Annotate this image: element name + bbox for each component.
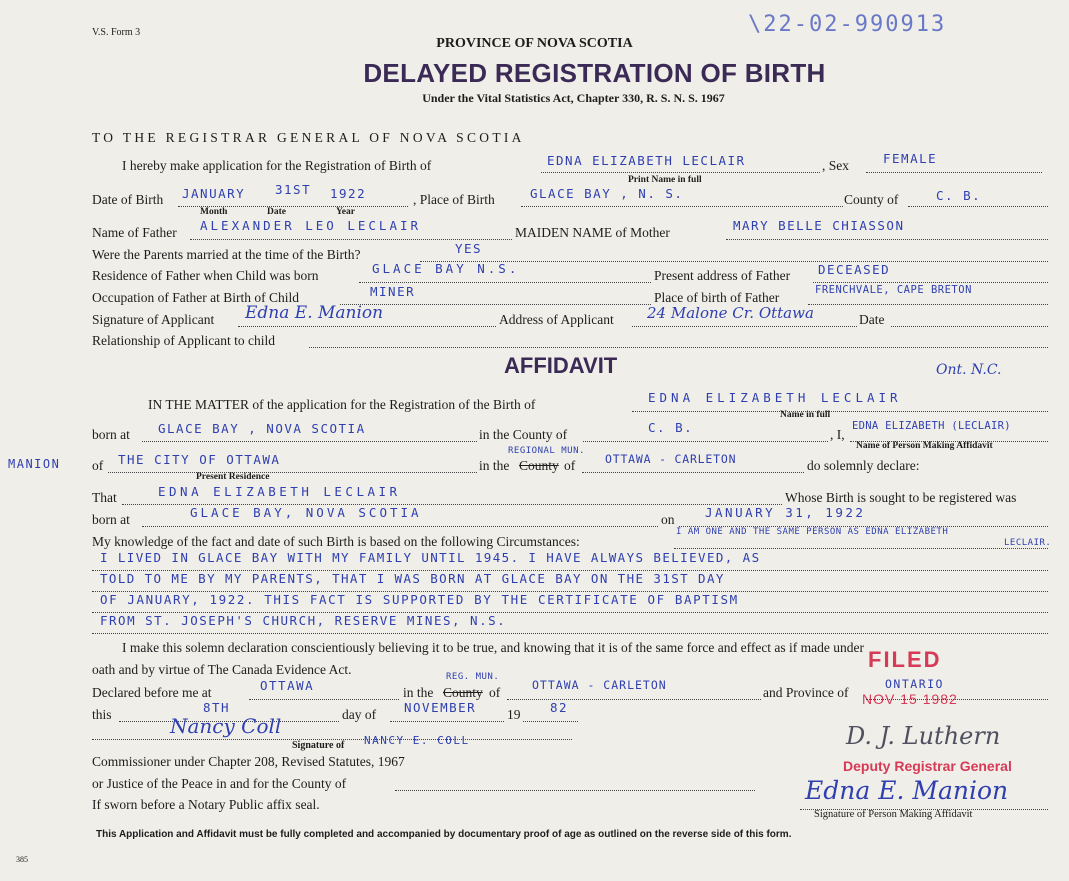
whose-birth-label: Whose Birth is sought to be registered was (785, 490, 1017, 505)
filed-date-stamp: NOV 15 1982 (862, 691, 958, 707)
county-value[interactable]: C. B. (936, 188, 982, 203)
circumstance-line[interactable]: OF JANUARY, 1922. THIS FACT IS SUPPORTED BY THE CERTIFICATE OF BAPTISM (100, 592, 739, 607)
day-value[interactable]: 8TH (203, 700, 231, 715)
county2-value[interactable]: OTTAWA - CARLETON (605, 452, 737, 466)
sig-of-value[interactable]: NANCY E. COLL (364, 734, 470, 747)
aff-county-value[interactable]: C. B. (648, 420, 694, 435)
born-at2-label: born at (92, 512, 130, 527)
on-label: on (661, 512, 675, 527)
residence-value[interactable]: THE CITY OF OTTAWA (118, 452, 281, 467)
declared-at-value[interactable]: OTTAWA (260, 678, 315, 693)
province-label: and Province of (763, 685, 849, 700)
pob-label: , Place of Birth (413, 192, 495, 207)
of-word: of (564, 458, 576, 473)
addr-applicant-value[interactable]: 24 Malone Cr. Ottawa (647, 304, 814, 322)
month-value[interactable]: NOVEMBER (404, 700, 477, 715)
year-value[interactable]: 82 (550, 700, 569, 715)
commissioner-label: Commissioner under Chapter 208, Revised Statutes, 1967 (92, 754, 405, 769)
date-label: Date (267, 207, 286, 217)
year-label: Year (336, 207, 355, 217)
pob-father-label: Place of birth of Father (654, 290, 780, 305)
circumstance-line[interactable]: FROM ST. JOSEPH'S CHURCH, RESERVE MINES, N.S. (100, 613, 507, 628)
child-name-value[interactable]: EDNA ELIZABETH LECLAIR (547, 153, 746, 168)
manion-margin: MANION (8, 457, 61, 471)
born-at-value[interactable]: GLACE BAY , NOVA SCOTIA (158, 421, 366, 436)
margin-note: Ont. N.C. (936, 362, 1002, 378)
form-code: 385 (16, 855, 28, 864)
born-at2-value[interactable]: GLACE BAY, NOVA SCOTIA (190, 505, 422, 520)
notary-label: If sworn before a Notary Public affix seal. (92, 797, 320, 812)
county-word-struck: County (519, 458, 559, 473)
to-registrar: TO THE REGISTRAR GENERAL OF NOVA SCOTIA (92, 130, 525, 145)
dob-year-value[interactable]: 1922 (330, 186, 367, 201)
intro-label: I hereby make application for the Registration of Birth of (122, 158, 432, 173)
page-title: DELAYED REGISTRATION OF BIRTH (363, 58, 826, 88)
this-label: this (92, 707, 112, 722)
reference-number: \22-02-990913 (748, 12, 947, 37)
circ-note-2: LECLAIR. (1004, 538, 1052, 548)
pob-father-value[interactable]: FRENCHVALE, CAPE BRETON (815, 284, 972, 296)
married-value[interactable]: YES (455, 241, 483, 256)
present-addr-label: Present address of Father (654, 268, 791, 283)
residence-label: Present Residence (196, 472, 270, 482)
footer-note: This Application and Affidavit must be fully completed and accompanied by documentary proof of age as outlined on the reverse side of this form. (96, 829, 792, 840)
on-date-value[interactable]: JANUARY 31, 1922 (705, 505, 866, 520)
declare-label: do solemnly declare: (807, 458, 920, 473)
sig-applicant-value[interactable]: Edna E. Manion (245, 303, 384, 323)
month-label: Month (200, 207, 228, 217)
print-name-label: Print Name in full (628, 175, 702, 185)
father-label: Name of Father (92, 225, 177, 240)
that-label: That (92, 490, 117, 505)
sig-of-label: Signature of (292, 740, 345, 751)
deputy-registrar-label: Deputy Registrar General (843, 758, 1012, 774)
person-value[interactable]: EDNA ELIZABETH (LECLAIR) (852, 420, 1011, 432)
relationship-label: Relationship of Applicant to child (92, 333, 275, 348)
form-number: V.S. Form 3 (92, 27, 141, 38)
county-label: County of (844, 192, 899, 207)
dob-day-value[interactable]: 31ST (275, 182, 312, 197)
present-addr-value[interactable]: DECEASED (818, 262, 891, 277)
day-of-label: day of (342, 707, 377, 722)
in-the-label-2: in the (403, 685, 434, 700)
circumstance-line[interactable]: TOLD TO ME BY MY PARENTS, THAT I WAS BORN AT GLACE BAY ON THE 31ST DAY (100, 571, 725, 586)
solemn-line-2: oath and by virtue of The Canada Evidence Act. (92, 662, 352, 677)
commissioner-signature: Nancy Coll (170, 714, 282, 738)
sex-value[interactable]: FEMALE (883, 151, 938, 166)
circumstance-line[interactable]: I LIVED IN GLACE BAY WITH MY FAMILY UNTIL 1945. I HAVE ALWAYS BELIEVED, AS (100, 550, 761, 565)
aff-child-name[interactable]: EDNA ELIZABETH LECLAIR (648, 390, 902, 405)
affidavit-heading: AFFIDAVIT (504, 353, 618, 378)
sig-applicant-label: Signature of Applicant (92, 312, 215, 327)
justice-label: or Justice of the Peace in and for the County of (92, 776, 347, 791)
aff-county-label: in the County of (479, 427, 568, 442)
dob-month-value[interactable]: JANUARY (182, 186, 246, 201)
occupation-value[interactable]: MINER (370, 284, 416, 299)
reg-mun-note: REG. MUN. (446, 672, 500, 682)
in-matter-label: IN THE MATTER of the application for the Registration of the Birth of (148, 397, 536, 412)
deputy-signature: D. J. Luthern (846, 722, 1001, 750)
mother-value[interactable]: MARY BELLE CHIASSON (733, 218, 905, 233)
of-word-2: of (489, 685, 501, 700)
circ-note-1: I AM ONE AND THE SAME PERSON AS EDNA ELIZABETH (676, 527, 949, 537)
subtitle: Under the Vital Statistics Act, Chapter 330, R. S. N. S. 1967 (422, 91, 725, 105)
county3-value[interactable]: OTTAWA - CARLETON (532, 678, 667, 692)
that-name-value[interactable]: EDNA ELIZABETH LECLAIR (158, 484, 401, 499)
maiden-label: MAIDEN NAME of Mother (515, 225, 670, 240)
affiant-signature: Edna E. Manion (805, 776, 1009, 805)
solemn-line-1: I make this solemn declaration conscientiously believing it to be true, and knowing that it is of the same force and effect as if made under (122, 640, 865, 655)
i-label: , I, (830, 427, 845, 442)
year-prefix: 19 (507, 707, 521, 722)
regional-note: REGIONAL MUN. (508, 446, 585, 456)
in-the-label: in the (479, 458, 510, 473)
res-father-label: Residence of Father when Child was born (92, 268, 319, 283)
sex-label: , Sex (822, 158, 849, 173)
name-full-label: Name in full (780, 410, 831, 420)
dob-label: Date of Birth (92, 192, 164, 207)
occupation-label: Occupation of Father at Birth of Child (92, 290, 299, 305)
declared-label: Declared before me at (92, 685, 212, 700)
date-field-label: Date (859, 312, 885, 327)
addr-applicant-label: Address of Applicant (499, 312, 614, 327)
pob-value[interactable]: GLACE BAY , N. S. (530, 186, 684, 201)
person-label: Name of Person Making Affidavit (856, 441, 993, 451)
born-at-label: born at (92, 427, 130, 442)
married-label: Were the Parents married at the time of the Birth? (92, 247, 361, 262)
province-value[interactable]: ONTARIO (885, 677, 944, 691)
res-father-value[interactable]: GLACE BAY N.S. (372, 261, 520, 276)
father-value[interactable]: ALEXANDER LEO LECLAIR (200, 218, 422, 233)
filed-stamp: FILED (868, 647, 942, 672)
knowledge-label: My knowledge of the fact and date of such Birth is based on the following Circumstances: (92, 534, 580, 549)
county-word-struck-2: County (443, 685, 483, 700)
affiant-label: Signature of Person Making Affidavit (814, 809, 973, 820)
of-label: of (92, 458, 104, 473)
province-heading: PROVINCE OF NOVA SCOTIA (436, 36, 633, 51)
